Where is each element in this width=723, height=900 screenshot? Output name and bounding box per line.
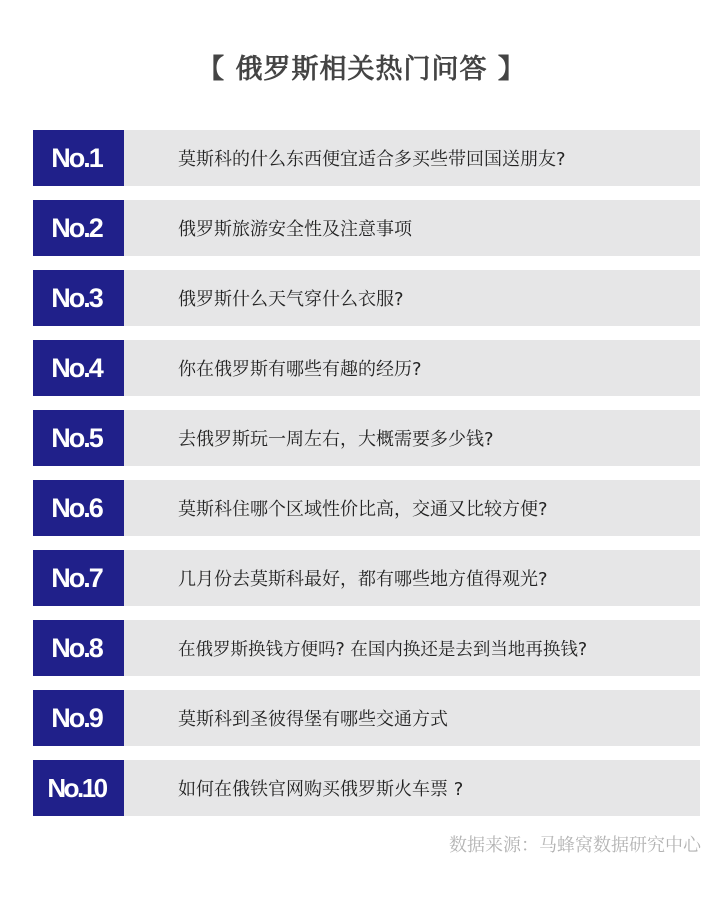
data-source-note: 数据来源：马蜂窝数据研究中心 — [449, 835, 701, 856]
rank-badge: No.9 — [33, 690, 124, 746]
rank-badge: No.10 — [33, 760, 124, 816]
rank-badge: No.2 — [33, 200, 124, 256]
qa-row-8[interactable] — [33, 620, 700, 676]
question-text: 俄罗斯什么天气穿什么衣服? — [178, 289, 404, 310]
rank-badge: No.7 — [33, 550, 124, 606]
rank-badge: No.1 — [33, 130, 124, 186]
rank-badge: No.3 — [33, 270, 124, 326]
qa-row-10[interactable] — [33, 760, 700, 816]
question-text: 在俄罗斯换钱方便吗? 在国内换还是去到当地再换钱? — [178, 639, 588, 660]
qa-row-9[interactable] — [33, 690, 700, 746]
question-text: 你在俄罗斯有哪些有趣的经历? — [178, 359, 422, 380]
qa-row-2[interactable] — [33, 200, 700, 256]
qa-row-1[interactable] — [33, 130, 700, 186]
qa-row-5[interactable] — [33, 410, 700, 466]
qa-row-7[interactable] — [33, 550, 700, 606]
question-text: 莫斯科住哪个区域性价比高，交通又比较方便? — [178, 499, 548, 520]
qa-row-6[interactable] — [33, 480, 700, 536]
rank-badge: No.4 — [33, 340, 124, 396]
qa-list — [33, 130, 700, 830]
page-title: 【 俄罗斯相关热门问答 】 — [197, 54, 526, 85]
question-text: 俄罗斯旅游安全性及注意事项 — [178, 219, 412, 240]
question-text: 莫斯科到圣彼得堡有哪些交通方式 — [178, 709, 448, 730]
rank-badge: No.5 — [33, 410, 124, 466]
qa-row-3[interactable] — [33, 270, 700, 326]
rank-badge: No.8 — [33, 620, 124, 676]
qa-row-4[interactable] — [33, 340, 700, 396]
question-text: 莫斯科的什么东西便宜适合多买些带回国送朋友? — [178, 149, 566, 170]
question-text: 去俄罗斯玩一周左右，大概需要多少钱? — [178, 429, 494, 450]
rank-badge: No.6 — [33, 480, 124, 536]
question-text: 如何在俄铁官网购买俄罗斯火车票 ? — [178, 779, 464, 800]
question-text: 几月份去莫斯科最好，都有哪些地方值得观光? — [178, 569, 548, 590]
